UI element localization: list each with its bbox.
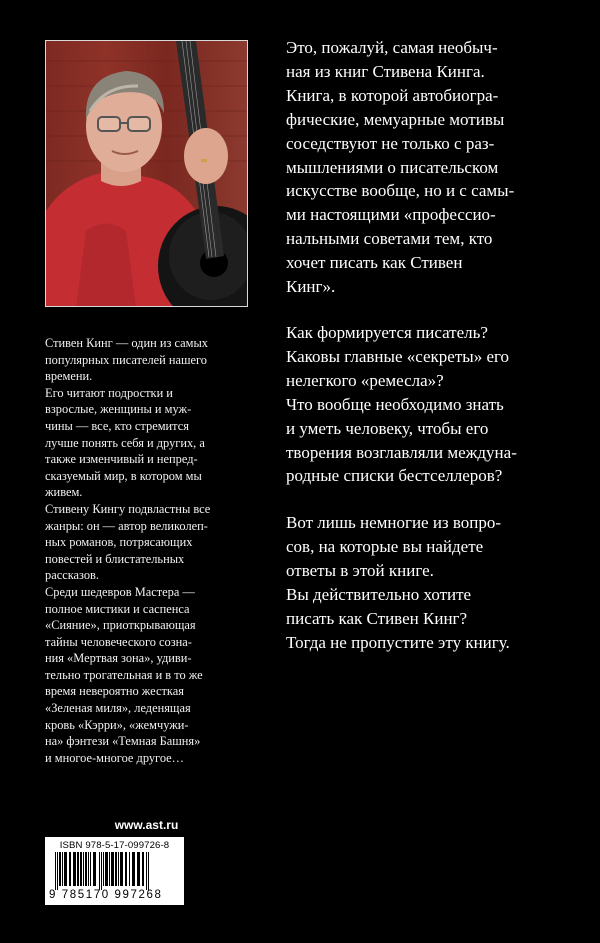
isbn-label: ISBN 978-5-17-099726-8 [59,840,170,851]
description-line: Книга, в которой автобиогра- [286,85,499,105]
bio-line: полное мистики и саспенса [45,601,190,616]
publisher-url[interactable]: www.ast.ru [114,818,179,832]
barcode-bar [64,852,67,886]
bio-line: взрослые, женщины и муж- [45,402,192,417]
barcode-bar [120,852,123,886]
description-line: сов, на которые вы найдете [286,537,484,557]
bio-line: на» фэнтези «Темная Башня» [45,734,201,749]
bio-line: Стивену Кингу подвластны все [45,501,211,516]
description-line: и уметь человеку, чтобы его [286,418,489,438]
barcode-bar [109,852,110,886]
barcode-bar [101,852,102,890]
barcode-bar [90,852,91,886]
description-line: творения возглавляли междуна- [286,442,517,462]
author-photo-illustration [46,41,248,307]
description-line: мышлениями о писательском [286,157,499,177]
description-line: ная из книг Стивена Кинга. [286,61,485,81]
description-line: ответы в этой книге. [286,561,434,581]
bio-line: тайны человеческого созна- [45,634,192,649]
barcode-bar [148,852,149,890]
barcode-bar [137,852,140,886]
bio-line: время невероятно жесткая [45,684,184,699]
description-line: фические, мемуарные мотивы [286,109,505,129]
bio-line: Стивен Кинг — один из самых [45,336,208,350]
author-biography [45,335,248,766]
bio-line: живем. [45,485,83,500]
barcode-bar [59,852,61,886]
description-line: Каковы главные «секреты» его [286,346,510,366]
description-line: Как формируется писатель? [286,322,488,342]
barcode-bars [49,852,180,890]
description-line: Вы действительно хотите [286,585,472,605]
bio-line: рассказов. [45,568,99,583]
barcode-bar [55,852,56,890]
bio-line: Среди шедевров Мастера — [45,584,195,599]
barcode-bar [132,852,135,886]
description-line: соседствуют не только с раз- [286,133,495,153]
description-line: ми настоящими «профессио- [286,205,496,225]
description-line: родные списки бестселлеров? [286,466,503,486]
bio-line: сказуемый мир, в котором мы [45,468,202,483]
barcode-bar [69,852,71,886]
description-line: хочет писать как Стивен [286,253,463,273]
barcode-bar [103,852,104,886]
bio-line: также изменчивый и непред- [45,452,198,467]
bio-line: лучше понять себя и других, а [45,435,205,450]
barcode-bar [77,852,79,886]
description-line: искусстве вообще, но и с самы- [286,181,515,201]
description-paragraph-3 [286,511,586,654]
author-photo [45,40,248,307]
bio-line: чины — все, кто стремится [45,418,189,433]
bio-line: Его читают подростки и [45,385,173,400]
bio-line: времени. [45,369,93,384]
description-line: нальными советами тем, кто [286,229,493,249]
bio-line: «Зеленая миля», леденящая [45,701,191,716]
bio-line: повестей и блистательных [45,551,185,566]
barcode-bar [115,852,117,886]
bio-line: «Сияние», приоткрывающая [45,618,196,633]
barcode-bar [125,852,127,886]
barcode-bar [73,852,76,886]
barcode-bar [146,852,147,890]
description-paragraph-2 [286,321,586,488]
barcode-bar [62,852,63,886]
description-line: Кинг». [286,277,336,297]
barcode-bar [111,852,114,886]
bio-line: популярных писателей нашего [45,352,207,367]
bio-line: и многое-многое другое… [45,750,185,765]
barcode-digits: 9 785170 997268 [49,889,163,901]
description-line: Это, пожалуй, самая необыч- [286,38,498,57]
description-line: писать как Стивен Кинг? [286,608,468,628]
description-line: Что вообще необходимо знать [286,394,504,414]
bio-line: ных романов, потрясающих [45,535,193,550]
bio-line: тельно трогательная и в то же [45,667,203,682]
barcode-bar [80,852,82,886]
description-line: Вот лишь немногие из вопро- [286,513,502,533]
barcode-bar [118,852,119,886]
barcode-bar [142,852,144,886]
bio-line: ния «Мертвая зона», удиви- [45,651,192,666]
description-line: Тогда не пропустите эту книгу. [286,632,510,652]
barcode-bar [83,852,84,886]
barcode-bar [93,852,96,886]
description-paragraph-1 [286,36,586,299]
barcode-bar [105,852,108,886]
bio-line: жанры: он — автор великолеп- [45,518,208,533]
barcode-bar [88,852,89,886]
book-description [286,36,586,655]
isbn-barcode [45,837,184,905]
barcode-bar [99,852,100,890]
barcode-bar [129,852,130,886]
barcode-bar [85,852,87,886]
description-line: нелегкого «ремесла»? [286,370,444,390]
bio-line: кровь «Кэрри», «жемчужи- [45,717,189,732]
barcode-bar [57,852,58,890]
